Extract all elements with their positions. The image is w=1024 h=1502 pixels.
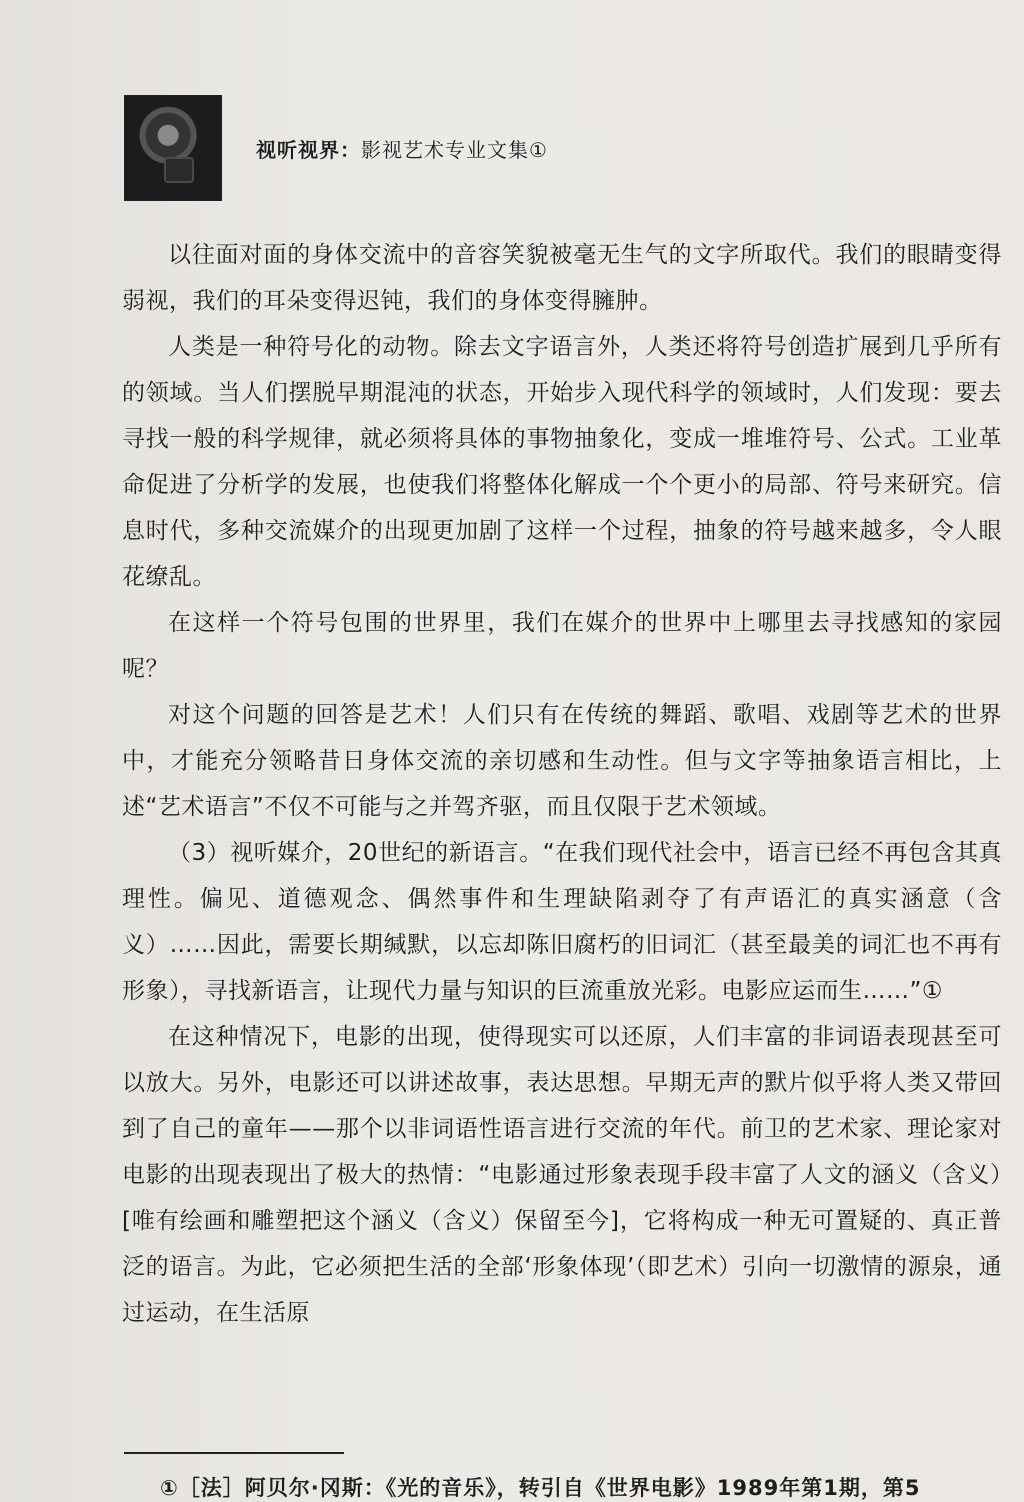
paragraph: 在这种情况下，电影的出现，使得现实可以还原，人们丰富的非词语表现甚至可以放大。另外，电影还可以讲述故事，表达思想。早期无声的默片似乎将人类又带回到了自己的童年——那个以非词语性语言进行交流的年代。前卫的艺术家、理论家对电影的出现表现出了极大的热情：“电影通过形象表现手段丰富了人文的涵义（含义）[唯有绘画和雕塑把这个涵义（含义）保留至今]，它将构成一种无可置疑的、真正普泛的语言。为此，它必须把生活的全部‘形象体现’（即艺术）引向一切激情的源泉，通过运动，在生活原 [122,1024,1002,1326]
paragraph: 人类是一种符号化的动物。除去文字语言外，人类还将符号创造扩展到几乎所有的领域。当人们摆脱早期混沌的状态，开始步入现代科学的领域时，人们发现：要去寻找一般的科学规律，就必须将具体的事物抽象化，变成一堆堆符号、公式。工业革命促进了分析学的发展，也使我们将整体化解成一个个更小的局部、符号来研究。信息时代，多种交流媒介的出现更加剧了这样一个过程，抽象的符号越来越多，令人眼花缭乱。 [122,334,1002,590]
paragraph: 对这个问题的回答是艺术！人们只有在传统的舞蹈、歌唱、戏剧等艺术的世界中，才能充分领略昔日身体交流的亲切感和生动性。但与文字等抽象语言相比，上述“艺术语言”不仅不可能与之并驾齐驱，而且仅限于艺术领域。 [122,702,1002,820]
body-text [122,232,1002,1336]
camera-lens-icon [164,157,194,183]
footnote-divider [124,1452,344,1454]
collection-title: 影视艺术专业文集① [361,138,548,162]
running-header [256,134,548,163]
paragraph: 在这样一个符号包围的世界里，我们在媒介的世界中上哪里去寻找感知的家园呢？ [122,610,1002,682]
series-title: 视听视界： [256,138,361,162]
camera-thumbnail-image [124,95,222,201]
footnote: ①［法］阿贝尔·冈斯：《光的音乐》，转引自《世界电影》1989年第1期，第5 [160,1476,921,1500]
paragraph: （3）视听媒介，20世纪的新语言。“在我们现代社会中，语言已经不再包含其真理性。偏见、道德观念、偶然事件和生理缺陷剥夺了有声语汇的真实涵意（含义）……因此，需要长期缄默，以忘却陈旧腐朽的旧词汇（甚至最美的词汇也不再有形象），寻找新语言，让现代力量与知识的巨流重放光彩。电影应运而生……”① [122,840,1002,1004]
paragraph: 以往面对面的身体交流中的音容笑貌被毫无生气的文字所取代。我们的眼睛变得弱视，我们的耳朵变得迟钝，我们的身体变得臃肿。 [122,242,1002,314]
